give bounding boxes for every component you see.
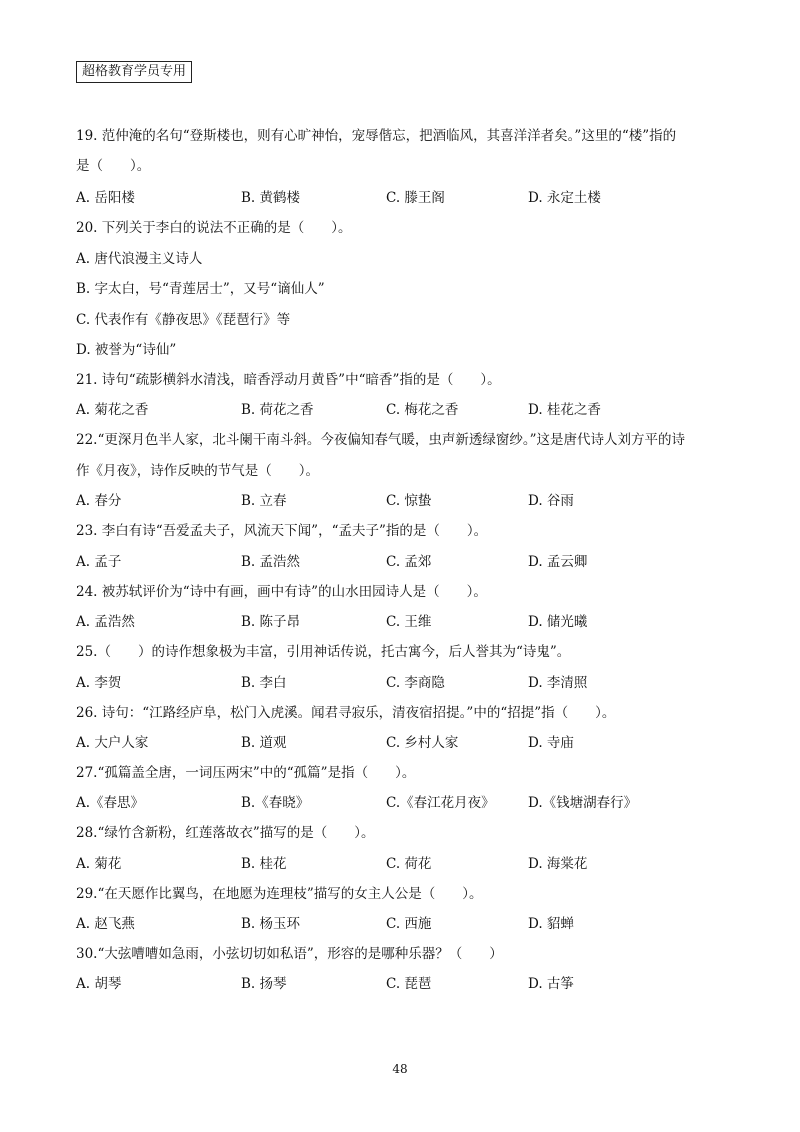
question-30-stem: 30.“大弦嘈嘈如急雨，小弦切切如私语”，形容的是哪种乐器？（ ） — [76, 946, 503, 962]
option-b: B.《春晓》 — [241, 795, 310, 811]
question-20-option-a: A. 唐代浪漫主义诗人 — [76, 251, 203, 267]
question-19-stem-line-1: 19. 范仲淹的名句“登斯楼也，则有心旷神怡，宠辱偕忘，把酒临风，其喜洋洋者矣。”这里的“楼”指的 — [76, 128, 677, 144]
question-20-option-b: B. 字太白，号“青莲居士”，又号“谪仙人” — [76, 281, 325, 297]
option-c: C. 王维 — [386, 614, 432, 630]
option-c: C.《春江花月夜》 — [386, 795, 495, 811]
option-a: A. 孟浩然 — [76, 614, 135, 630]
option-c: C. 李商隐 — [386, 675, 445, 691]
option-d: D. 海棠花 — [528, 856, 588, 872]
option-a: A. 春分 — [76, 493, 122, 509]
option-c: C. 滕王阁 — [386, 190, 445, 206]
option-d: D. 储光曦 — [528, 614, 588, 630]
option-b: B. 李白 — [241, 675, 287, 691]
option-d: D. 谷雨 — [528, 493, 574, 509]
question-22-stem-line-2: 作《月夜》，诗作反映的节气是（ ）。 — [76, 463, 319, 479]
option-d: D. 貂蝉 — [528, 916, 574, 932]
option-b: B. 孟浩然 — [241, 554, 301, 570]
question-19-options — [76, 188, 726, 208]
header-label: 超格教育学员专用 — [76, 61, 192, 83]
question-23-stem: 23. 李白有诗“吾爱孟夫子，风流天下闻”，“孟夫子”指的是（ ）。 — [76, 523, 488, 539]
question-25-options — [76, 673, 726, 693]
option-b: B. 黄鹤楼 — [241, 190, 301, 206]
question-28-options — [76, 854, 726, 874]
option-b: B. 桂花 — [241, 856, 287, 872]
option-a: A. 岳阳楼 — [76, 190, 135, 206]
option-a: A. 赵飞燕 — [76, 916, 135, 932]
question-27-stem: 27.“孤篇盖全唐，一词压两宋”中的“孤篇”是指（ ）。 — [76, 765, 416, 781]
option-a: A. 菊花之香 — [76, 402, 149, 418]
question-26-options — [76, 733, 726, 753]
question-28-stem: 28.“绿竹含新粉，红莲落故衣”描写的是（ ）。 — [76, 825, 375, 841]
option-d: D.《钱塘湖春行》 — [528, 795, 638, 811]
option-c: C. 荷花 — [386, 856, 432, 872]
page-number: 48 — [392, 1062, 408, 1076]
option-d: D. 李清照 — [528, 675, 588, 691]
question-29-stem: 29.“在天愿作比翼鸟，在地愿为连理枝”描写的女主人公是（ ）。 — [76, 886, 483, 902]
option-b: B. 立春 — [241, 493, 287, 509]
question-25-stem: 25.（ ）的诗作想象极为丰富，引用神话传说，托古寓今，后人誉其为“诗鬼”。 — [76, 644, 571, 660]
question-24-stem: 24. 被苏轼评价为“诗中有画，画中有诗”的山水田园诗人是（ ）。 — [76, 584, 487, 600]
option-a: A. 孟子 — [76, 554, 122, 570]
option-c: C. 孟郊 — [386, 554, 432, 570]
option-b: B. 道观 — [241, 735, 287, 751]
question-23-options — [76, 552, 726, 572]
question-22-options — [76, 491, 726, 511]
option-a: A.《春思》 — [76, 795, 145, 811]
option-c: C. 西施 — [386, 916, 432, 932]
question-27-options — [76, 793, 726, 813]
question-20-option-d: D. 被誉为“诗仙” — [76, 342, 177, 358]
option-b: B. 陈子昂 — [241, 614, 301, 630]
option-a: A. 李贺 — [76, 675, 122, 691]
question-20-stem: 20. 下列关于李白的说法不正确的是（ ）。 — [76, 220, 352, 236]
option-d: D. 寺庙 — [528, 735, 574, 751]
option-d: D. 永定土楼 — [528, 190, 601, 206]
question-26-stem: 26. 诗句：“江路经庐阜，松门入虎溪。闻君寻寂乐，清夜宿招提。”中的“招提”指（ ）。 — [76, 705, 616, 721]
option-b: B. 杨玉环 — [241, 916, 301, 932]
question-19-stem-line-2: 是（ ）。 — [76, 158, 151, 174]
question-24-options — [76, 612, 726, 632]
option-b: B. 荷花之香 — [241, 402, 314, 418]
option-d: D. 古筝 — [528, 976, 574, 992]
question-21-stem: 21. 诗句“疏影横斜水清浅，暗香浮动月黄昏”中“暗香”指的是（ ）。 — [76, 372, 501, 388]
option-a: A. 菊花 — [76, 856, 122, 872]
question-29-options — [76, 914, 726, 934]
question-21-options — [76, 400, 726, 420]
option-d: D. 孟云卿 — [528, 554, 588, 570]
question-22-stem-line-1: 22.“更深月色半人家，北斗阑干南斗斜。今夜偏知春气暖，虫声新透绿窗纱。”这是唐代诗人刘方平的诗 — [76, 432, 686, 448]
option-c: C. 琵琶 — [386, 976, 432, 992]
option-b: B. 扬琴 — [241, 976, 287, 992]
option-c: C. 乡村人家 — [386, 735, 459, 751]
option-d: D. 桂花之香 — [528, 402, 601, 418]
option-a: A. 胡琴 — [76, 976, 122, 992]
question-30-options — [76, 974, 726, 994]
option-c: C. 梅花之香 — [386, 402, 459, 418]
option-a: A. 大户人家 — [76, 735, 149, 751]
option-c: C. 惊蛰 — [386, 493, 432, 509]
question-20-option-c: C. 代表作有《静夜思》《琵琶行》等 — [76, 312, 291, 328]
